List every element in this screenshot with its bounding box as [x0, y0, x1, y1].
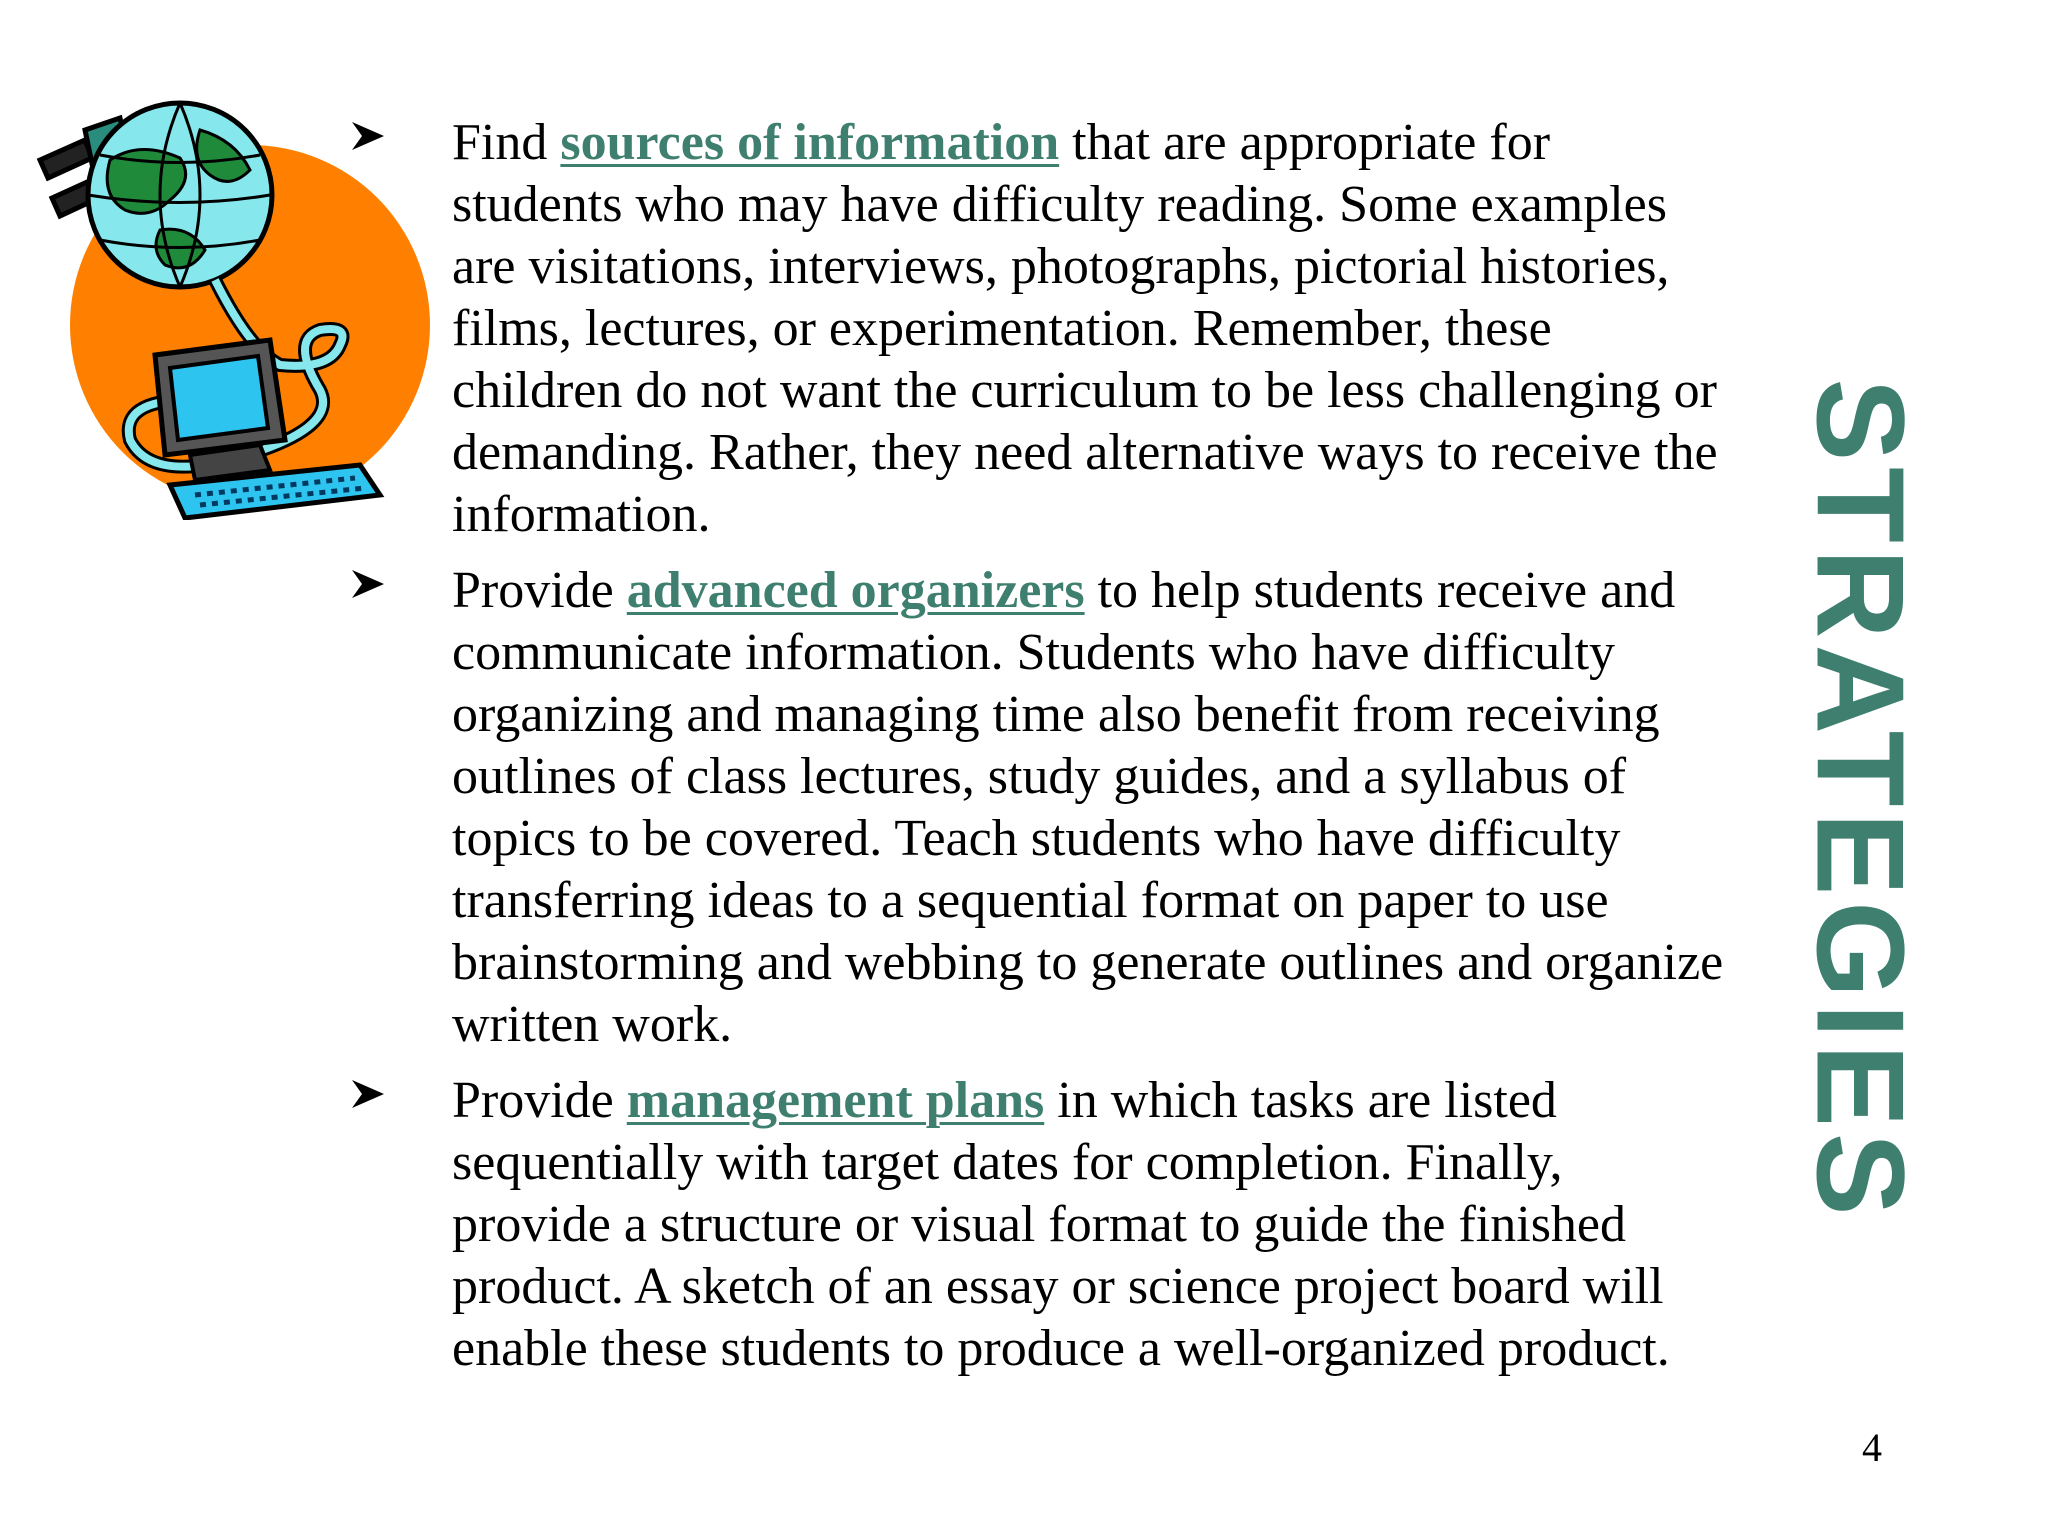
bullet-item-management	[348, 1070, 1728, 1380]
side-title	[1791, 340, 1929, 1260]
bullet-item-sources	[348, 112, 1728, 546]
bullet-text-after: to help students receive and communicate information. Students who have difficulty organizing and managing time also benefit from receiving outlines of class lectures, study guides, and a syllabus of topics to be covered. Teach students who have difficulty transferring ideas to a sequential format on paper to use brainstorming and webbing to generate outlines and organize written work.	[452, 562, 1724, 1053]
bullet-text-before: Find	[452, 114, 561, 171]
side-title-text: STRATEGIES	[1791, 378, 1929, 1222]
arrow-bullet-icon	[348, 112, 388, 174]
bullet-text-before: Provide	[452, 1072, 627, 1129]
link-sources-of-information[interactable]: sources of information	[560, 114, 1060, 171]
globe-icon	[88, 103, 272, 287]
link-management-plans[interactable]: management plans	[626, 1072, 1045, 1129]
bullet-list	[348, 112, 1728, 1394]
page-number: 4	[1862, 1425, 1882, 1470]
arrow-bullet-icon	[348, 1070, 388, 1132]
bullet-text-after: in which tasks are listed sequentially with target dates for completion. Finally, provide a structure or visual format to guide the finished product. A sketch of an essay or science project board will enable these students to produce a well-organized product.	[452, 1072, 1670, 1377]
bullet-text-before: Provide	[452, 562, 627, 619]
bullet-text-after: that are appropriate for students who may have difficulty reading. Some examples are visitations, interviews, photographs, pictorial histories, films, lectures, or experimentation. Remember, these children do not want the curriculum to be less challenging or demanding. Rather, they need alternative ways to receive the information.	[452, 114, 1718, 543]
bullet-item-organizers	[348, 560, 1728, 1056]
arrow-bullet-icon	[348, 560, 388, 622]
link-advanced-organizers[interactable]: advanced organizers	[626, 562, 1085, 619]
